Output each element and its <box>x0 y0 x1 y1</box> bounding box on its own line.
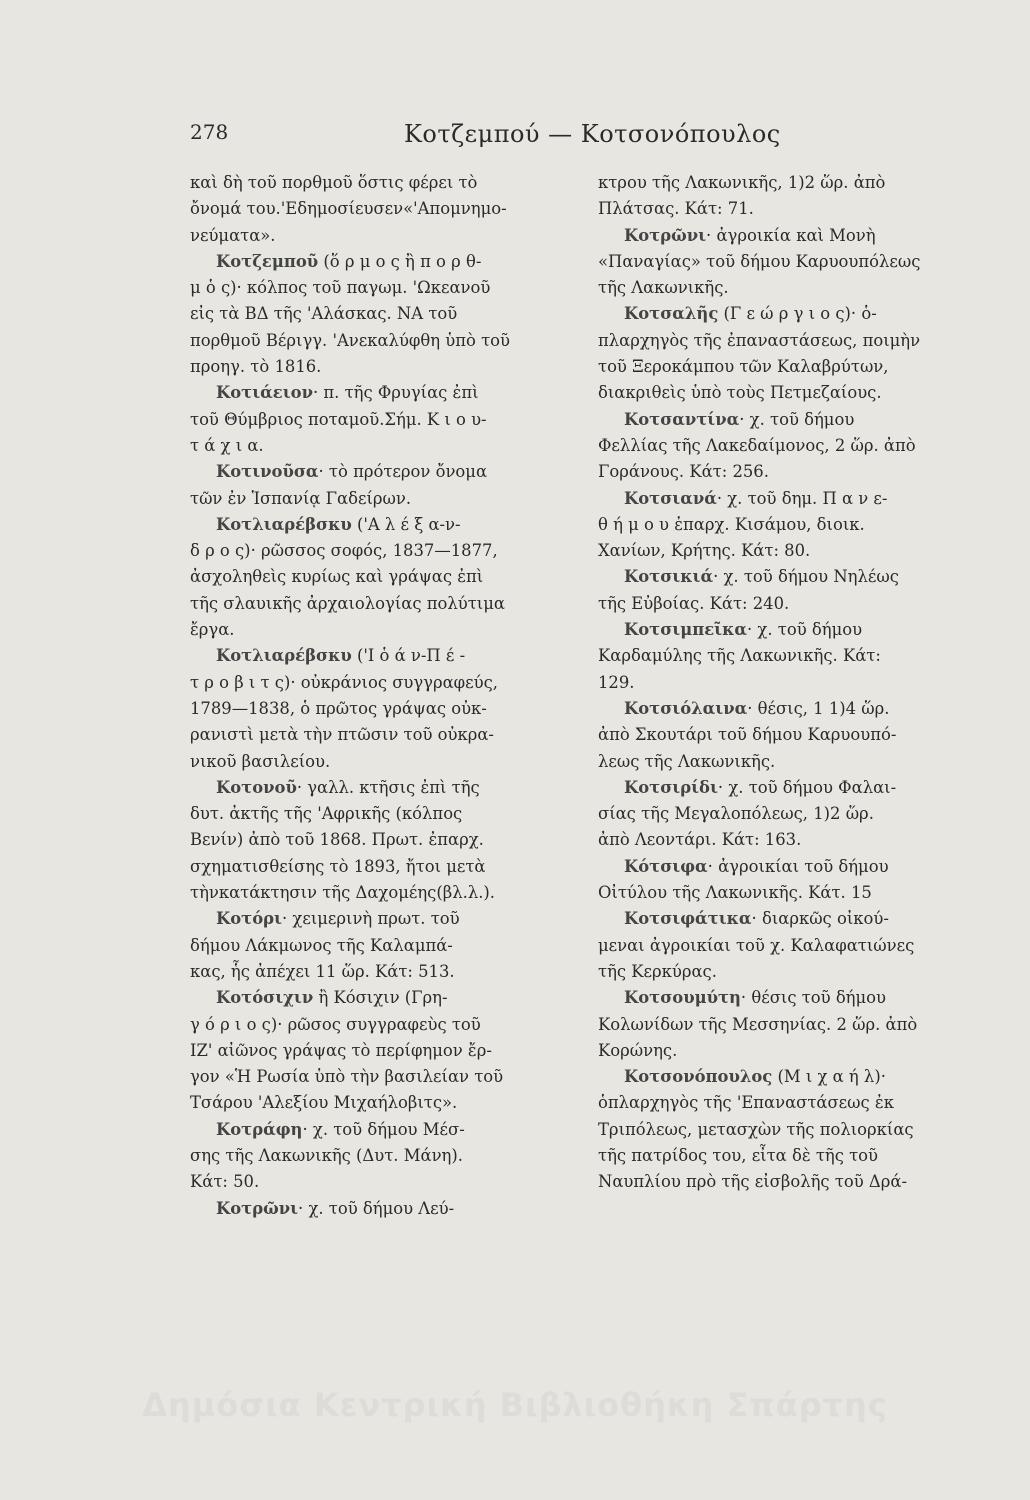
line-text: (Γ ε ώ ρ γ ι ο ς)· ὁ- <box>718 304 877 324</box>
text-line <box>190 1038 578 1064</box>
line-text: ρανιστὶ μετὰ τὴν πτῶσιν τοῦ οὐκρα- <box>190 725 494 745</box>
entry-first-line <box>190 1117 578 1143</box>
entry-first-line <box>598 617 983 643</box>
text-line <box>598 801 983 827</box>
text-line <box>598 1038 983 1064</box>
line-text: ἢ Κόσιχιν (Γρη- <box>313 988 448 1008</box>
line-text: δήμου Λάκμωνος τῆς Καλαμπά- <box>190 935 453 955</box>
line-text: τὴνκατάκτησιν τῆς Δαχομέης(βλ.λ.). <box>190 883 496 903</box>
line-text: τ ρ ο β ι τ ς)· οὐκράνιος συγγραφεύς, <box>190 672 498 692</box>
line-text: σης τῆς Λακωνικῆς (Δυτ. Μάνη). <box>190 1145 463 1165</box>
line-text: · θέσις τοῦ δήμου <box>740 988 886 1008</box>
text-line <box>598 722 983 748</box>
headword: Κοτονοῦ <box>216 777 297 797</box>
text-line <box>190 170 578 196</box>
running-head: Κοτζεμπού — Κοτσονόπουλος <box>404 120 781 148</box>
headword: Κοτόσιχιν <box>216 988 314 1008</box>
text-line <box>190 880 578 906</box>
entry-first-line <box>190 459 578 485</box>
line-text: · χ. τοῦ δήμου Φαλαι- <box>717 777 897 797</box>
text-line <box>598 196 983 222</box>
line-text: ἀπὸ Λεοντάρι. Κάτ: 163. <box>598 830 802 850</box>
entry-first-line <box>190 985 578 1011</box>
entry-first-line <box>190 775 578 801</box>
line-text: · χ. τοῦ δήμου Μέσ- <box>302 1119 465 1139</box>
entry-first-line <box>598 775 983 801</box>
headword: Κοτσιφάτικα <box>624 909 752 929</box>
line-text: (ὅ ρ μ ο ς ἢ π ο ρ θ- <box>318 251 482 271</box>
line-text: 129. <box>598 672 635 692</box>
line-text: ('Ι ὁ ά ν-Π έ - <box>351 646 466 666</box>
text-line <box>190 801 578 827</box>
line-text: Οἰτύλου τῆς Λακωνικῆς. Κάτ. 15 <box>598 883 872 903</box>
line-text: σίας τῆς Μεγαλοπόλεως, 1)2 ὥρ. <box>598 804 874 824</box>
text-line <box>190 1090 578 1116</box>
text-line <box>598 354 983 380</box>
text-line <box>190 301 578 327</box>
text-line <box>598 170 983 196</box>
line-text: κτρου τῆς Λακωνικῆς, 1)2 ὥρ. ἀπὸ <box>598 173 886 192</box>
line-text: κας, ἧς ἀπέχει 11 ὥρ. Κάτ: 513. <box>190 961 455 981</box>
line-text: · χ. τοῦ δήμου Λεύ- <box>298 1198 455 1218</box>
line-text: · ἀγροικία καὶ Μονὴ <box>706 225 876 245</box>
line-text: δ ρ ο ς)· ρῶσσος σοφός, 1837—1877, <box>190 541 498 561</box>
headword: Κοτσιόλαινα <box>624 698 748 718</box>
text-line <box>190 1012 578 1038</box>
entry-first-line <box>598 854 983 880</box>
line-text: νικοῦ βασιλείου. <box>190 751 331 771</box>
line-text: · ἀγροικίαι τοῦ δήμου <box>707 856 889 876</box>
headword: Κοτσαντίνα <box>624 409 740 429</box>
entry-first-line <box>190 512 578 538</box>
text-line <box>598 1012 983 1038</box>
line-text: ΙΖ' αἰῶνος γράψας τὸ περίφημον ἔρ- <box>190 1040 492 1060</box>
text-line <box>190 354 578 380</box>
line-text: πλαρχηγὸς τῆς ἐπαναστάσεως, ποιμὴν <box>598 330 921 350</box>
text-line <box>190 564 578 590</box>
line-text: Φελλίας τῆς Λακεδαίμονος, 2 ὥρ. ἀπὸ <box>598 435 916 455</box>
text-line <box>190 486 578 512</box>
headword: Κοτόρι <box>216 909 282 929</box>
line-text: εἰς τὰ ΒΔ τῆς 'Αλάσκας. ΝΑ τοῦ <box>190 304 458 324</box>
text-line <box>190 933 578 959</box>
headword: Κοτσαλῆς <box>624 304 719 324</box>
line-text: μεναι ἀγροικίαι τοῦ χ. Καλαφατιώνες <box>598 935 915 955</box>
line-text: τοῦ Ξεροκάμπου τῶν Καλαβρύτων, <box>598 357 889 377</box>
headword: Κοτζεμποῦ <box>216 251 319 271</box>
line-text: Κάτ: 50. <box>190 1172 260 1192</box>
text-line <box>598 827 983 853</box>
line-text: γον «Ἡ Ρωσία ὑπὸ τὴν βασιλείαν τοῦ <box>190 1067 504 1087</box>
line-text: Κολωνίδων τῆς Μεσσηνίας. 2 ὥρ. ἀπὸ <box>598 1014 918 1034</box>
line-text: · π. τῆς Φρυγίας ἐπὶ <box>312 383 479 403</box>
line-text: λεως τῆς Λακωνικῆς. <box>598 751 776 771</box>
text-line <box>598 249 983 275</box>
line-text: γ ό ρ ι ο ς)· ρῶσος συγγραφεὺς τοῦ <box>190 1014 481 1034</box>
text-line <box>190 328 578 354</box>
text-line <box>598 933 983 959</box>
text-line <box>190 591 578 617</box>
line-text: ἀσχοληθεὶς κυρίως καὶ γράψας ἐπὶ <box>190 567 484 587</box>
text-line <box>598 591 983 617</box>
headword: Κοτράφη <box>216 1119 303 1139</box>
text-line <box>190 827 578 853</box>
text-line <box>190 722 578 748</box>
entry-first-line <box>598 407 983 433</box>
text-line <box>190 959 578 985</box>
line-text: τοῦ Θύμβριος ποταμοῦ.Σήμ. Κ ι ο υ- <box>190 409 487 429</box>
library-watermark: Δημόσια Κεντρική Βιβλιοθήκη Σπάρτης <box>142 1386 888 1424</box>
line-text: Κορώνης. <box>598 1040 678 1060</box>
line-text: · χ. τοῦ δήμου Νηλέως <box>713 567 899 587</box>
line-text: · γαλλ. κτῆσις ἐπὶ τῆς <box>296 777 480 797</box>
text-line <box>190 696 578 722</box>
headword: Κοτινοῦσα <box>216 462 319 482</box>
line-text: Τριπόλεως, μετασχὼν τῆς πολιορκίας <box>598 1119 914 1139</box>
line-text: Πλάτσας. Κάτ: 71. <box>598 199 754 219</box>
entry-first-line <box>190 643 578 669</box>
headword: Κότσιφα <box>624 856 708 876</box>
entry-first-line <box>190 906 578 932</box>
entry-first-line <box>598 564 983 590</box>
right-column <box>598 170 983 1196</box>
line-text: τ ά χ ι α. <box>190 435 264 455</box>
headword: Κοτρῶνι <box>624 225 707 245</box>
line-text: μ ὁ ς)· κόλπος τοῦ παγωμ. 'Ωκεανοῦ <box>190 278 491 298</box>
headword: Κοτσιμπεῖκα <box>624 620 748 640</box>
line-text: σχηματισθείσης τὸ 1893, ἤτοι μετὰ <box>190 856 486 876</box>
left-column <box>190 170 578 1222</box>
line-text: τῆς Εὐβοίας. Κάτ: 240. <box>598 593 790 613</box>
text-line <box>190 1064 578 1090</box>
headword: Κοτλιαρέβσκυ <box>216 514 352 534</box>
entry-first-line <box>598 696 983 722</box>
line-text: Τσάρου 'Αλεξίου Μιχαήλοβιτς». <box>190 1093 458 1113</box>
line-text: τῆς σλαυικῆς ἀρχαιολογίας πολύτιμα <box>190 593 505 613</box>
line-text: ἀπὸ Σκουτάρι τοῦ δήμου Καρυουπό- <box>598 725 897 745</box>
line-text: 1789—1838, ὁ πρῶτος γράψας οὐκ- <box>190 698 487 718</box>
line-text: · χειμερινὴ πρωτ. τοῦ <box>281 909 460 929</box>
entry-first-line <box>598 223 983 249</box>
text-line <box>598 512 983 538</box>
line-text: ὁπλαρχηγὸς τῆς 'Επαναστάσεως ἐκ <box>598 1093 894 1113</box>
line-text: τῶν ἐν Ἱσπανίᾳ Γαδείρων. <box>190 488 412 508</box>
text-line <box>190 1143 578 1169</box>
entry-first-line <box>190 380 578 406</box>
entry-first-line <box>190 249 578 275</box>
text-line <box>190 670 578 696</box>
page-header <box>190 120 990 160</box>
text-line <box>598 959 983 985</box>
entry-first-line <box>598 985 983 1011</box>
line-text: · χ. τοῦ δήμου <box>739 409 855 429</box>
text-line <box>598 1143 983 1169</box>
line-text: · χ. τοῦ δημ. Π α ν ε- <box>716 488 888 508</box>
page-number: 278 <box>190 120 229 144</box>
text-line <box>598 670 983 696</box>
line-text: Γοράνους. Κάτ: 256. <box>598 462 769 482</box>
headword: Κοτσιρίδι <box>624 777 718 797</box>
text-line <box>190 275 578 301</box>
entry-first-line <box>598 301 983 327</box>
text-line <box>598 380 983 406</box>
line-text: · θέσις, 1 1)4 ὥρ. <box>747 698 890 718</box>
text-line <box>190 1169 578 1195</box>
headword: Κοτσονόπουλος <box>624 1067 773 1087</box>
headword: Κοτλιαρέβσκυ <box>216 646 352 666</box>
text-line <box>190 407 578 433</box>
headword: Κοτρῶνι <box>216 1198 299 1218</box>
line-text: πορθμοῦ Βέριγγ. 'Ανεκαλύφθη ὑπὸ τοῦ <box>190 330 511 350</box>
text-line <box>598 433 983 459</box>
line-text: ('Α λ έ ξ α-ν- <box>351 514 461 534</box>
line-text: τῆς πατρίδος του, εἶτα δὲ τῆς τοῦ <box>598 1145 879 1165</box>
headword: Κοτιάειον <box>216 383 313 403</box>
line-text: προηγ. τὸ 1816. <box>190 357 322 377</box>
text-line <box>598 538 983 564</box>
entry-first-line <box>598 906 983 932</box>
line-text: · διαρκῶς οἰκού- <box>751 909 889 929</box>
line-text: «Παναγίας» τοῦ δήμου Καρυουπόλεως <box>598 251 921 271</box>
line-text: καὶ δὴ τοῦ πορθμοῦ ὅστις φέρει τὸ <box>190 173 478 192</box>
line-text: τῆς Λακωνικῆς. <box>598 278 729 298</box>
line-text: θ ή μ ο υ ἐπαρχ. Κισάμου, διοικ. <box>598 514 865 534</box>
line-text: νεύματα». <box>190 225 276 245</box>
entry-first-line <box>598 1064 983 1090</box>
line-text: · χ. τοῦ δήμου <box>747 620 863 640</box>
line-text: διακριθεὶς ὑπὸ τοὺς Πετμεζαίους. <box>598 383 882 403</box>
line-text: ὄνομά του.'Εδημοσίευσεν«'Απομνημο- <box>190 199 507 219</box>
entry-first-line <box>190 1196 578 1222</box>
line-text: ἔργα. <box>190 620 235 640</box>
line-text: Χανίων, Κρήτης. Κάτ: 80. <box>598 541 811 561</box>
text-line <box>190 538 578 564</box>
line-text: Καρδαμύλης τῆς Λακωνικῆς. Κάτ: <box>598 646 881 666</box>
headword: Κοτσικιά <box>624 567 714 587</box>
text-line <box>598 1090 983 1116</box>
line-text: (Μ ι χ α ή λ)· <box>772 1067 886 1087</box>
line-text: Ναυπλίου πρὸ τῆς εἰσβολῆς τοῦ Δρά- <box>598 1172 908 1192</box>
text-line <box>598 459 983 485</box>
line-text: δυτ. ἀκτῆς τῆς 'Αφρικῆς (κόλπος <box>190 804 463 824</box>
text-line <box>598 1169 983 1195</box>
text-line <box>190 196 578 222</box>
headword: Κοτσιανά <box>624 488 717 508</box>
text-line <box>190 617 578 643</box>
line-text: Βενίν) ἀπὸ τοῦ 1868. Πρωτ. ἐπαρχ. <box>190 830 484 850</box>
text-line <box>598 643 983 669</box>
text-line <box>598 275 983 301</box>
text-line <box>598 749 983 775</box>
text-line <box>190 749 578 775</box>
line-text: · τὸ πρότερον ὄνομα <box>318 462 488 482</box>
entry-first-line <box>598 486 983 512</box>
text-line <box>190 433 578 459</box>
text-line <box>598 880 983 906</box>
text-line <box>598 1117 983 1143</box>
text-line <box>190 854 578 880</box>
headword: Κοτσουμύτη <box>624 988 741 1008</box>
text-line <box>598 328 983 354</box>
text-line <box>190 223 578 249</box>
line-text: τῆς Κερκύρας. <box>598 961 717 981</box>
